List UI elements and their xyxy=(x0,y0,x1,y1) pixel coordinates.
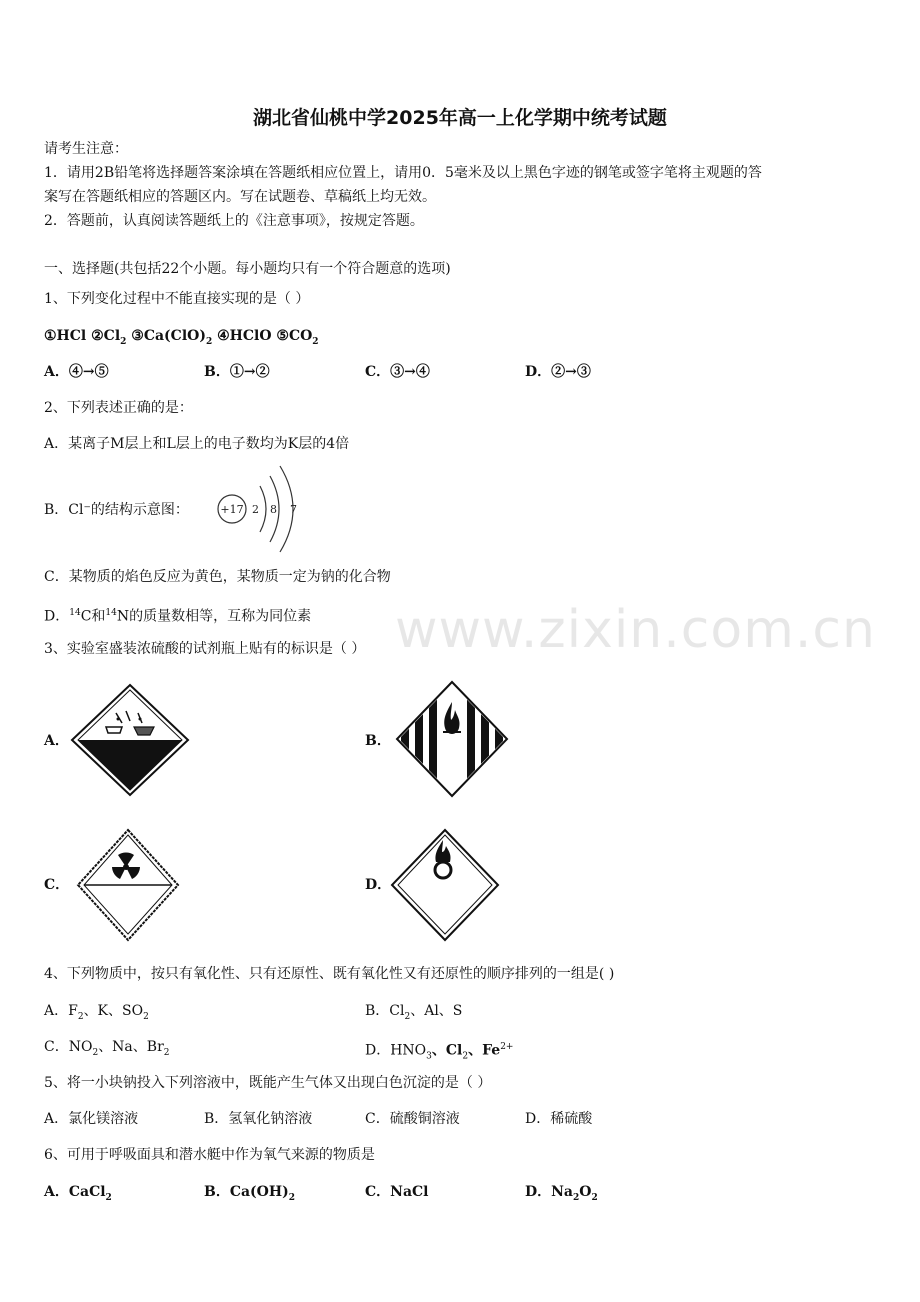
q1-option-d: D．②→③ xyxy=(525,364,591,380)
q3-option-a: A． xyxy=(44,733,69,749)
watermark: www.zixin.com.cn xyxy=(395,600,876,660)
q6-stem: 6、可用于呼吸面具和潜水艇中作为氧气来源的物质是 xyxy=(44,1147,375,1163)
corrosive-hazard-sign xyxy=(70,683,190,797)
q2-stem: 2、下列表述正确的是： xyxy=(44,400,193,416)
oxidizer-hazard-sign xyxy=(390,828,500,942)
q3-option-d: D． xyxy=(365,877,392,893)
q6-option-c: C．NaCl xyxy=(365,1184,429,1200)
shell-m-count: 7 xyxy=(290,503,297,516)
q1-items: ①HCl $②Cl_2$ $③Ca(ClO)_2$ ④HClO $⑤CO_2$ xyxy=(44,328,319,347)
q4-option-d: D．$HNO_3$、$Cl_2$、$Fe^{2+}$ xyxy=(365,1042,514,1062)
q4-option-c: C．$NO_2$、Na、$Br_2$ xyxy=(44,1039,170,1058)
notice-line-2: 2．答题前，认真阅读答题纸上的《注意事项》，按规定答题。 xyxy=(44,213,424,229)
q5-option-a: A．氯化镁溶液 xyxy=(44,1111,139,1127)
q6-option-b: B．$Ca(OH)_2$ xyxy=(204,1184,295,1203)
page-title: 湖北省仙桃中学2025年高一上化学期中统考试题 xyxy=(253,107,667,129)
flammable-solid-hazard-sign xyxy=(395,680,509,798)
shell-l-count: 8 xyxy=(270,503,277,516)
q4-option-b: B．$Cl_2$、Al、S xyxy=(365,1003,463,1022)
notice-line-1: 1．请用2B铅笔将选择题答案涂填在答题纸相应位置上，请用0．5毫米及以上黑色字迹的钢笔或签字笔将主观题的答 xyxy=(44,165,762,181)
q5-option-c: C．硫酸铜溶液 xyxy=(365,1111,460,1127)
q3-option-c: C． xyxy=(44,877,70,893)
q2-option-a: A．某离子M层上和L层上的电子数均为K层的4倍 xyxy=(44,436,350,452)
shell-k-count: 2 xyxy=(252,503,259,516)
nucleus-label: +17 xyxy=(220,503,244,516)
q6-option-a: A．CaCl$_2$ xyxy=(44,1184,112,1203)
q5-stem: 5、将一小块钠投入下列溶液中，既能产生气体又出现白色沉淀的是（ ） xyxy=(44,1075,492,1091)
q2-option-c: C．某物质的焰色反应为黄色，某物质一定为钠的化合物 xyxy=(44,569,391,585)
q1-option-a: A．④→⑤ xyxy=(44,364,109,380)
section-heading: 一、选择题(共包括22个小题。每小题均只有一个符合题意的选项) xyxy=(44,261,451,277)
notice-line-1b: 案写在答题纸相应的答题区内。写在试题卷、草稿纸上均无效。 xyxy=(44,189,436,205)
radioactive-hazard-sign xyxy=(76,828,180,942)
q1-option-b: B．①→② xyxy=(204,364,270,380)
q3-option-b: B． xyxy=(365,733,391,749)
q2-option-b: B．Cl⁻的结构示意图： xyxy=(44,502,189,518)
q4-stem: 4、下列物质中，按只有氧化性、只有还原性、既有氧化性又有还原性的顺序排列的一组是( ) xyxy=(44,966,615,982)
q5-option-d: D．稀硫酸 xyxy=(525,1111,593,1127)
q1-stem: 1、下列变化过程中不能直接实现的是（ ） xyxy=(44,291,310,307)
notice-heading: 请考生注意： xyxy=(44,141,128,157)
q5-option-b: B．氢氧化钠溶液 xyxy=(204,1111,313,1127)
q3-stem: 3、实验室盛装浓硫酸的试剂瓶上贴有的标识是（ ） xyxy=(44,641,366,657)
q2-option-d: D．$^{14}$C和$^{14}$N的质量数相等，互称为同位素 xyxy=(44,608,312,625)
atomic-structure-diagram xyxy=(212,464,304,556)
q6-option-d: D．$Na_2O_2$ xyxy=(525,1184,598,1203)
q1-option-c: C．③→④ xyxy=(365,364,430,380)
q4-option-a: A．$F_2$、K、$SO_2$ xyxy=(44,1003,149,1022)
